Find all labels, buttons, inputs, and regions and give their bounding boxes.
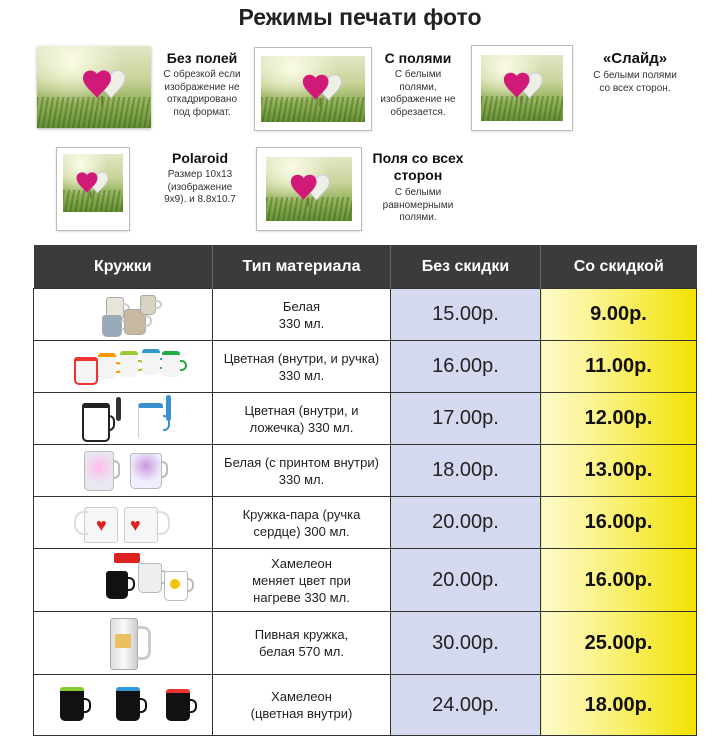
table-row (34, 497, 697, 549)
mode-name: С полями (384, 50, 452, 66)
table-header (34, 245, 697, 289)
colored-mugs-icon (34, 341, 212, 392)
photo-mugs-icon (34, 289, 212, 340)
header-mugs: Кружки (34, 245, 213, 289)
hearts-icon (75, 168, 111, 200)
discount-cell: 18.00р. (541, 675, 697, 736)
discount-cell: 12.00р. (541, 393, 697, 445)
mode-bordered-thumb (255, 48, 371, 130)
material-cell: Кружка-пара (ручка сердце) 300 мл. (213, 497, 391, 549)
page-title: Режимы печати фото (238, 4, 482, 30)
table-row (34, 393, 697, 445)
mode-polaroid-thumb (57, 148, 129, 230)
table-row (34, 445, 697, 497)
heart-pair-mugs-icon: ♥ ♥ (34, 497, 212, 548)
material-cell: Пивная кружка, белая 570 мл. (213, 612, 391, 675)
table-row (34, 289, 697, 341)
mode-even-borders-thumb (257, 148, 361, 230)
spoon-mugs-icon (34, 393, 212, 444)
mode-desc: С обрезкой если изображение не откадрировано под формат. (163, 69, 241, 118)
mode-name: «Слайд» (602, 50, 668, 67)
inner-print-mugs-icon (34, 445, 212, 496)
table-row (34, 675, 697, 736)
price-table (33, 245, 697, 736)
price-cell: 30.00р. (391, 612, 541, 675)
table-row (34, 612, 697, 675)
chameleon-mugs-icon (34, 549, 212, 611)
mode-name: Polaroid (171, 150, 228, 166)
price-cell: 15.00р. (391, 289, 541, 341)
hearts-icon (301, 70, 345, 108)
mode-slide-thumb (472, 46, 572, 130)
beer-mug-icon (34, 612, 212, 674)
material-cell: Цветная (внутри, и ложечка) 330 мл. (213, 393, 391, 445)
material-cell: Цветная (внутри, и ручка) 330 мл. (213, 341, 391, 393)
hearts-icon (289, 170, 333, 208)
price-cell: 20.00р. (391, 497, 541, 549)
material-cell: Хамелеон (цветная внутри) (213, 675, 391, 736)
price-cell: 20.00р. (391, 549, 541, 612)
mode-desc: С белыми полями со всех сторон. (593, 70, 677, 94)
mode-borderless-thumb (37, 46, 151, 128)
mode-desc: Размер 10х13 (изображение 9х9). и 8.8х10.7 (164, 169, 236, 205)
material-cell: Хамелеон меняет цвет при нагреве 330 мл. (213, 549, 391, 612)
discount-cell: 9.00р. (541, 289, 697, 341)
discount-cell: 16.00р. (541, 497, 697, 549)
price-cell: 24.00р. (391, 675, 541, 736)
mode-desc: С белыми равномерными полями. (382, 187, 454, 223)
header-material: Тип материала (213, 245, 391, 289)
material-cell: Белая 330 мл. (213, 289, 391, 341)
mode-desc: С белыми полями, изображение не обрезается. (380, 69, 456, 118)
hearts-icon (81, 66, 129, 106)
price-cell: 16.00р. (391, 341, 541, 393)
discount-cell: 16.00р. (541, 549, 697, 612)
price-cell: 17.00р. (391, 393, 541, 445)
table-row (34, 549, 697, 612)
table-row (34, 341, 697, 393)
material-cell: Белая (с принтом внутри) 330 мл. (213, 445, 391, 497)
price-cell: 18.00р. (391, 445, 541, 497)
hearts-icon (502, 68, 546, 106)
header-discount: Со скидкой (541, 245, 697, 289)
discount-cell: 13.00р. (541, 445, 697, 497)
discount-cell: 25.00р. (541, 612, 697, 675)
mode-name: Без полей (166, 50, 238, 66)
discount-cell: 11.00р. (541, 341, 697, 393)
header-price: Без скидки (391, 245, 541, 289)
mode-name: Поля со всех сторон (372, 150, 464, 183)
chameleon-colored-mugs-icon (34, 675, 212, 735)
